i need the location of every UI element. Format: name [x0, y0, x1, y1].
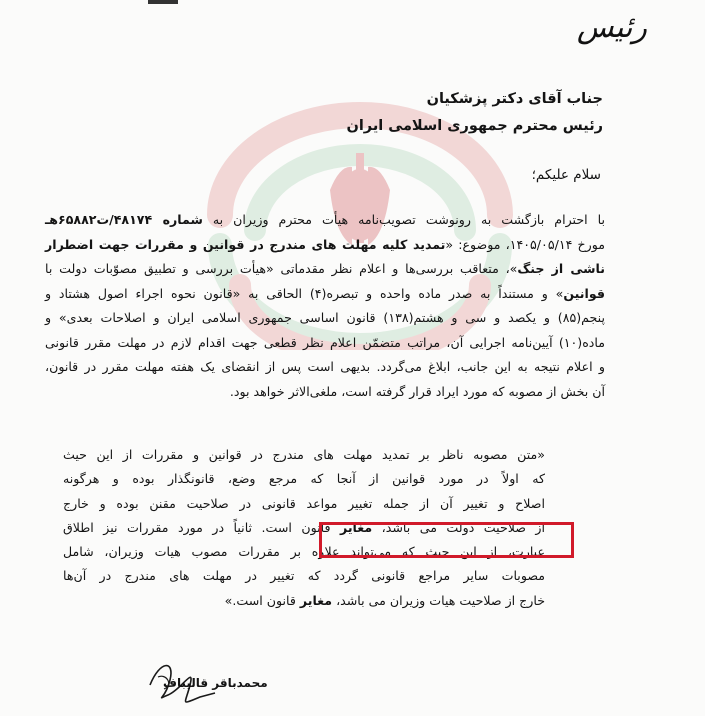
- header-dash: [148, 0, 178, 4]
- letterhead-title: رئیس: [576, 10, 647, 45]
- body-line: مورخ ۱۴۰۵/۰۵/۱۴، موضوع: «تمدید کلیه مهلت های مندرج در قوانین و مقررات جهت اضطرار: [45, 236, 605, 252]
- body-line: و اعلام نتیجه به این جانب، ابلاغ می‌گردد. بدیهی است پس از انقضای یک هفته مهلت مقرر در قانون،: [45, 359, 605, 374]
- quote-line: «متن مصوبه ناظر بر تمدید مهلت های مندرج در قوانین و مقررات از این حیث: [63, 447, 545, 462]
- greeting: سلام علیکم؛: [531, 167, 601, 183]
- signer-name: محمدباقر قالیباف: [163, 676, 268, 690]
- body-line: ناشی از جنگ»، متعاقب بررسی‌ها و اعلام نظر مقدماتی «هیأت بررسی و تطبیق مصوّبات دولت با: [45, 261, 605, 276]
- quote-line: عبارت، از این حیث که می‌تواند علاوه بر مقررات مصوب هیات وزیران، شامل: [63, 544, 545, 560]
- body-line: با احترام بازگشت به رونوشت تصویب‌نامه هیأت محترم وزیران به شماره ۴۸۱۷۴/ت۶۵۸۸۲هـ: [45, 212, 605, 227]
- quote-line: خارج از صلاحیت هیات وزیران می باشد، مغایر قانون است.»: [224, 592, 545, 608]
- body-line: ماده(۱۰) آیین‌نامه اجرایی آن، مراتب متضمّن اعلام نظر قطعی جهت اقدام لازم در مهلت مقرر قانونی: [45, 334, 605, 350]
- quote-line: اصلاح و تغییر آن از جمله تغییر مواعد قانونی در صلاحیت مقنن بوده و خارج: [63, 495, 545, 511]
- cropped-header-strip: [0, 0, 705, 10]
- body-paragraph: [45, 208, 605, 404]
- addressee-title: رئیس محترم جمهوری اسلامی ایران: [346, 118, 603, 134]
- quote-line: که اولاً در مورد قوانین از آنجا که مرجع وضع، قانونگذار بوده و هرگونه: [63, 471, 545, 487]
- quote-line: مصوبات سایر مراجع قانونی گردد که تغییر در مهلت های مندرج در آن‌ها: [63, 568, 545, 584]
- body-line: آن بخش از مصوبه که مورد ایراد قرار گرفته است، ملغی‌الاثر خواهد بود.: [229, 383, 605, 399]
- quoted-opinion: [63, 443, 545, 613]
- body-line: پنجم(۸۵) و یکصد و سی و هشتم(۱۳۸) قانون اساسی جمهوری اسلامی ایران و اصلاحات بعدی» و: [45, 310, 605, 325]
- body-line: قوانین» و مستنداً به صدر ماده واحده و تبصره(۴) الحاقی به «قانون نحوه اجراء اصول هشتاد و: [45, 285, 605, 301]
- addressee-name: جناب آقای دکتر پزشکیان: [426, 91, 603, 107]
- quote-line-highlighted: از صلاحیت دولت می باشد، مغایر قانون است. ثانیاً در مورد مقررات نیز اطلاق: [63, 519, 545, 535]
